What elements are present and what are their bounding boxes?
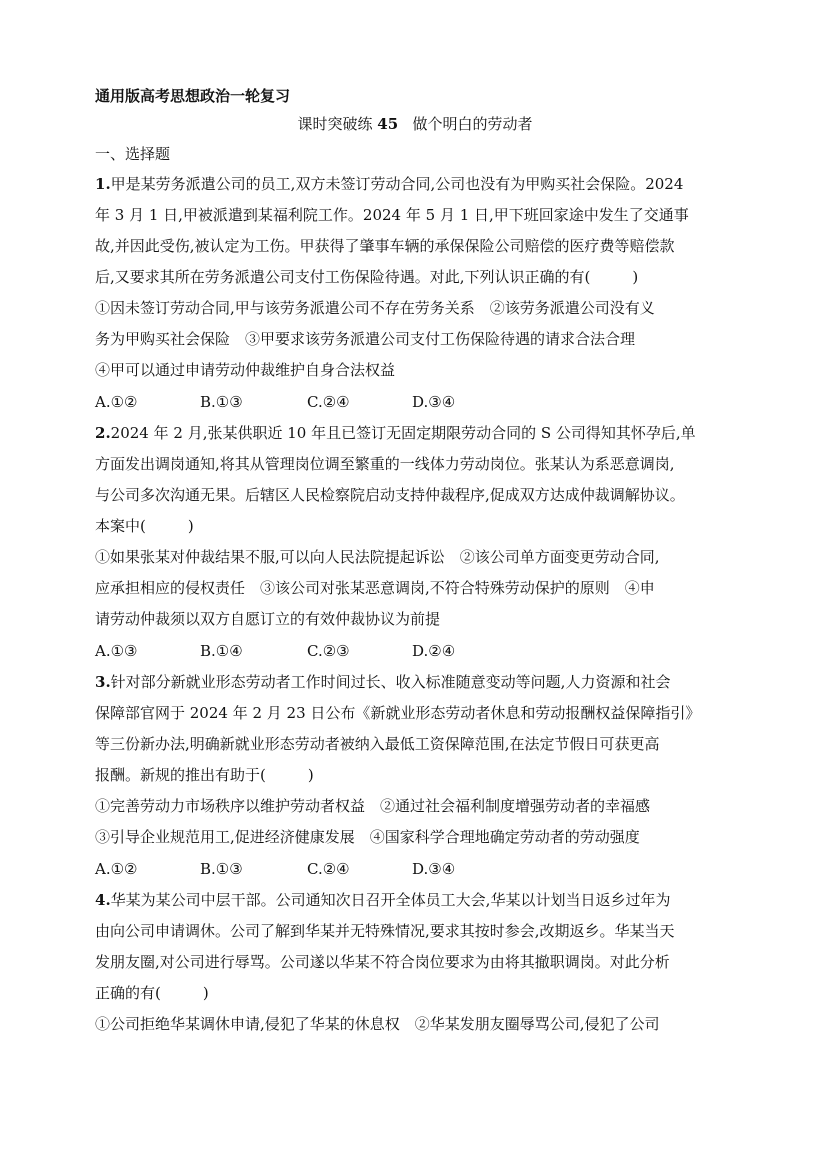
stem-line: 本案中( [95, 517, 146, 535]
answer-b[interactable]: B.①④ [200, 642, 243, 660]
question-number: 2 [95, 424, 106, 442]
question-3 [95, 667, 735, 885]
option-line: ①公司拒绝华某调休申请,侵犯了华某的休息权 ②华某发朋友圈辱骂公司,侵犯了公司 [95, 1015, 660, 1033]
stem-line: 故,并因此受伤,被认定为工伤。甲获得了肇事车辆的承保保险公司赔偿的医疗费等赔偿款 [95, 237, 675, 255]
question-1 [95, 169, 735, 418]
answer-a[interactable]: A.①③ [95, 642, 138, 660]
question-2 [95, 418, 735, 667]
stem-line: 年 3 月 1 日,甲被派遣到某福利院工作。2024 年 5 月 1 日,甲下班回家途中发生了交通事 [95, 206, 689, 224]
answer-c[interactable]: C.②④ [307, 860, 350, 878]
question-number: 1 [95, 175, 106, 193]
title-prefix: 课时突破练 [297, 115, 373, 133]
question-number: 3 [95, 673, 106, 691]
answer-choices [95, 386, 735, 418]
option-line: ①如果张某对仲裁结果不服,可以向人民法院提起诉讼 ②该公司单方面变更劳动合同, [95, 548, 660, 566]
option-line: 务为甲购买社会保险 ③甲要求该劳务派遣公司支付工伤保险待遇的请求合法合理 [95, 330, 636, 348]
answer-d[interactable]: D.③④ [412, 860, 456, 878]
stem-end: ) [187, 517, 194, 535]
document-title [95, 109, 735, 139]
answer-choices [95, 635, 735, 667]
stem-line: 报酬。新规的推出有助于( [95, 766, 266, 784]
answer-d[interactable]: D.②④ [412, 642, 456, 660]
option-line: 请劳动仲裁须以双方自愿订立的有效仲裁协议为前提 [95, 610, 441, 628]
stem-line: 由向公司申请调休。公司了解到华某并无特殊情况,要求其按时参会,改期返乡。华某当天 [95, 922, 675, 940]
option-line: ①因未签订劳动合同,甲与该劳务派遣公司不存在劳务关系 ②该劳务派遣公司没有义 [95, 299, 655, 317]
option-line: ④甲可以通过申请劳动仲裁维护自身合法权益 [95, 361, 396, 379]
stem-line: 发朋友圈,对公司进行辱骂。公司遂以华某不符合岗位要求为由将其撤职调岗。对此分析 [95, 953, 670, 971]
question-number: 4 [95, 891, 106, 909]
section-heading: 一、选择题 [95, 145, 171, 163]
stem-line: 与公司多次沟通无果。后辖区人民检察院启动支持仲裁程序,促成双方达成仲裁调解协议。 [95, 486, 685, 504]
answer-a[interactable]: A.①② [95, 860, 138, 878]
answer-choices [95, 853, 735, 885]
title-suffix: 做个明白的劳动者 [412, 115, 533, 133]
option-line: ③引导企业规范用工,促进经济健康发展 ④国家科学合理地确定劳动者的劳动强度 [95, 828, 640, 846]
series-title: 通用版高考思想政治一轮复习 [95, 87, 291, 105]
answer-b[interactable]: B.①③ [200, 393, 243, 411]
document-page [95, 84, 735, 1040]
stem-line: 方面发出调岗通知,将其从管理岗位调至繁重的一线体力劳动岗位。张某认为系恶意调岗, [95, 455, 675, 473]
question-stem: 1.甲是某劳务派遣公司的员工,双方未签订劳动合同,公司也没有为甲购买社会保险。2024 年 3 月 1 日,甲被派遣到某福利院工作。2024 年 5 月 1 日,甲下班回家途中发生了交通事 故,并因此受伤,被认定为工伤。甲获得了肇事车辆的承保保险公司赔偿的医疗费等赔偿款 后,又要求其所在劳务派遣公司支付工伤保险待遇。对此,下列认识正确的有( ) [95, 175, 689, 286]
answer-b[interactable]: B.①③ [200, 860, 243, 878]
stem-end: ) [307, 766, 314, 784]
stem-line: 甲是某劳务派遣公司的员工,双方未签订劳动合同,公司也没有为甲购买社会保险。2024 [110, 175, 684, 193]
answer-c[interactable]: C.②④ [307, 393, 350, 411]
question-stem: 4.华某为某公司中层干部。公司通知次日召开全体员工大会,华某以计划当日返乡过年为 由向公司申请调休。公司了解到华某并无特殊情况,要求其按时参会,改期返乡。华某当天 发朋友圈,对公司进行辱骂。公司遂以华某不符合岗位要求为由将其撤职调岗。对此分析 正确的有( ) [95, 891, 675, 1002]
stem-end: ) [632, 268, 639, 286]
stem-line: 华某为某公司中层干部。公司通知次日召开全体员工大会,华某以计划当日返乡过年为 [110, 891, 671, 909]
answer-c[interactable]: C.②③ [307, 642, 350, 660]
stem-line: 2024 年 2 月,张某供职近 10 年且已签订无固定期限劳动合同的 S 公司得知其怀孕后,单 [110, 424, 696, 442]
question-stem: 3.针对部分新就业形态劳动者工作时间过长、收入标准随意变动等问题,人力资源和社会 保障部官网于 2024 年 2 月 23 日公布《新就业形态劳动者休息和劳动报酬权益保障指引》 等三份新办法,明确新就业形态劳动者被纳入最低工资保障范围,在法定节假日可获更高 报酬。新规的推出有助于( ) [95, 673, 701, 784]
stem-line: 针对部分新就业形态劳动者工作时间过长、收入标准随意变动等问题,人力资源和社会 [110, 673, 671, 691]
stem-line: 正确的有( [95, 984, 161, 1002]
title-number: 45 [377, 115, 399, 133]
answer-a[interactable]: A.①② [95, 393, 138, 411]
question-stem: 2.2024 年 2 月,张某供职近 10 年且已签订无固定期限劳动合同的 S 公司得知其怀孕后,单 方面发出调岗通知,将其从管理岗位调至繁重的一线体力劳动岗位。张某认为系恶意调岗, 与公司多次沟通无果。后辖区人民检察院启动支持仲裁程序,促成双方达成仲裁调解协议。 本案中( ) [95, 424, 696, 535]
option-line: 应承担相应的侵权责任 ③该公司对张某恶意调岗,不符合特殊劳动保护的原则 ④申 [95, 579, 655, 597]
stem-line: 后,又要求其所在劳务派遣公司支付工伤保险待遇。对此,下列认识正确的有( [95, 268, 591, 286]
option-line: ①完善劳动力市场秩序以维护劳动者权益 ②通过社会福利制度增强劳动者的幸福感 [95, 797, 651, 815]
stem-end: ) [202, 984, 209, 1002]
stem-line: 保障部官网于 2024 年 2 月 23 日公布《新就业形态劳动者休息和劳动报酬权益保障指引》 [95, 704, 701, 722]
question-4 [95, 885, 735, 1040]
answer-d[interactable]: D.③④ [412, 393, 456, 411]
stem-line: 等三份新办法,明确新就业形态劳动者被纳入最低工资保障范围,在法定节假日可获更高 [95, 735, 660, 753]
